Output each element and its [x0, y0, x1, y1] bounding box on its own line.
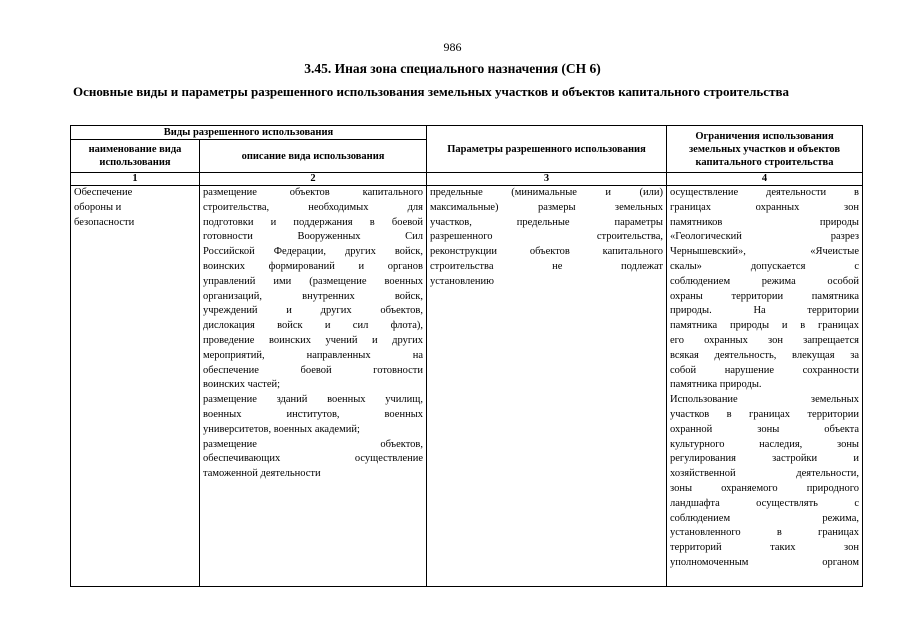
text-line: размещение объектов капитального: [203, 187, 423, 198]
text-line: участков в границах территории: [670, 408, 859, 420]
text-line: таможенной деятельности: [203, 468, 321, 480]
text-line: обеспечение боевой готовности: [203, 364, 423, 376]
text-line: границах охранных зон: [670, 201, 859, 213]
text-line: безопасности: [74, 216, 135, 228]
text-line: размещение зданий военных училищ,: [203, 394, 423, 406]
text-line: памятника природы.: [670, 379, 762, 391]
header-name: наименование вида использования: [71, 140, 200, 173]
text-line: установленного в границах: [670, 527, 859, 539]
text-line: ландшафта осуществлять с: [670, 497, 859, 509]
text-line: воинских частей;: [203, 379, 281, 391]
text-line: собой нарушение сохранности: [670, 364, 859, 376]
text-line: разрешенного строительства,: [430, 231, 663, 243]
text-line: обороны и: [74, 201, 122, 213]
column-number-3: 3: [427, 173, 667, 186]
cell-use-description: [200, 186, 427, 587]
text-line: территорий таких зон: [670, 542, 859, 554]
cell-use-name: [71, 186, 200, 587]
text-line: охранной зоны объекта: [670, 423, 859, 435]
text-line: соблюдением режима,: [670, 512, 859, 524]
text-line: учреждений и других объектов,: [203, 305, 423, 317]
table-subtitle: Основные виды и параметры разрешенного использования земельных участков и объектов капитального строительства: [73, 84, 789, 99]
text-line: «Геологический разрез: [670, 231, 859, 243]
text-line: готовности Вооруженных Сил: [203, 231, 423, 243]
cell-restrictions: [667, 186, 863, 587]
text-line: воинских формирований и органов: [203, 260, 423, 272]
section-title: 3.45. Иная зона специального назначения (СН 6): [304, 61, 601, 76]
page-number: 986: [443, 40, 462, 54]
text-line: установлению: [430, 275, 494, 287]
cell-parameters: [427, 186, 667, 587]
header-parameters: Параметры разрешенного использования: [427, 126, 667, 173]
text-line: максимальные) размеры земельных: [430, 201, 663, 213]
text-line: строительства не подлежат: [430, 260, 663, 272]
text-line: управлений ими (размещение военных: [203, 275, 423, 287]
text-line: реконструкции объектов капитального: [430, 246, 663, 258]
text-line: зоны охраняемого природного: [670, 482, 859, 494]
text-line: мероприятий, направленных на: [203, 349, 423, 361]
text-line: организаций, внутренних войск,: [203, 290, 423, 302]
text-line: проведение воинских учений и других: [203, 334, 423, 346]
text-line: осуществление деятельности в: [670, 187, 859, 198]
text-line: охраны территории памятника: [670, 290, 859, 302]
text-line: всякая деятельность, влекущая за: [670, 349, 859, 361]
text-line: природы. На территории: [670, 305, 859, 317]
header-restrictions: Ограничения использования земельных участков и объектов капитального строительства: [667, 126, 863, 173]
text-line: Чернышевский», «Ячеистые: [670, 246, 859, 258]
header-group-types: Виды разрешенного использования: [71, 126, 427, 140]
column-number-1: 1: [71, 173, 200, 186]
text-line: обеспечивающих осуществление: [203, 453, 423, 465]
header-description: описание вида использования: [200, 140, 427, 173]
text-line: размещение объектов,: [203, 438, 423, 450]
column-number-4: 4: [667, 173, 863, 186]
column-number-2: 2: [200, 173, 427, 186]
text-line: Обеспечение: [74, 187, 133, 198]
text-line: скалы» допускается с: [670, 260, 859, 272]
text-line: памятника природы и в границах: [670, 320, 859, 332]
text-line: регулирования застройки и: [670, 453, 859, 465]
text-line: уполномоченным органом: [670, 556, 859, 568]
zoning-table: [70, 125, 863, 587]
text-line: предельные (минимальные и (или): [430, 187, 663, 198]
text-line: военных институтов, военных: [203, 408, 423, 420]
text-line: Использование земельных: [670, 394, 859, 406]
text-line: Российской Федерации, других войск,: [203, 246, 423, 258]
text-line: строительства, необходимых для: [203, 201, 423, 213]
text-line: подготовки и поддержания в боевой: [203, 216, 423, 228]
text-line: хозяйственной деятельности,: [670, 468, 859, 480]
text-line: его охранных зон запрещается: [670, 334, 859, 346]
text-line: участков, предельные параметры: [430, 216, 663, 228]
text-line: соблюдением режима особой: [670, 275, 859, 287]
text-line: дислокация войск и сил флота),: [203, 320, 423, 332]
text-line: памятников природы: [670, 216, 859, 228]
text-line: университетов, военных академий;: [203, 423, 360, 435]
text-line: культурного наследия, зоны: [670, 438, 859, 450]
